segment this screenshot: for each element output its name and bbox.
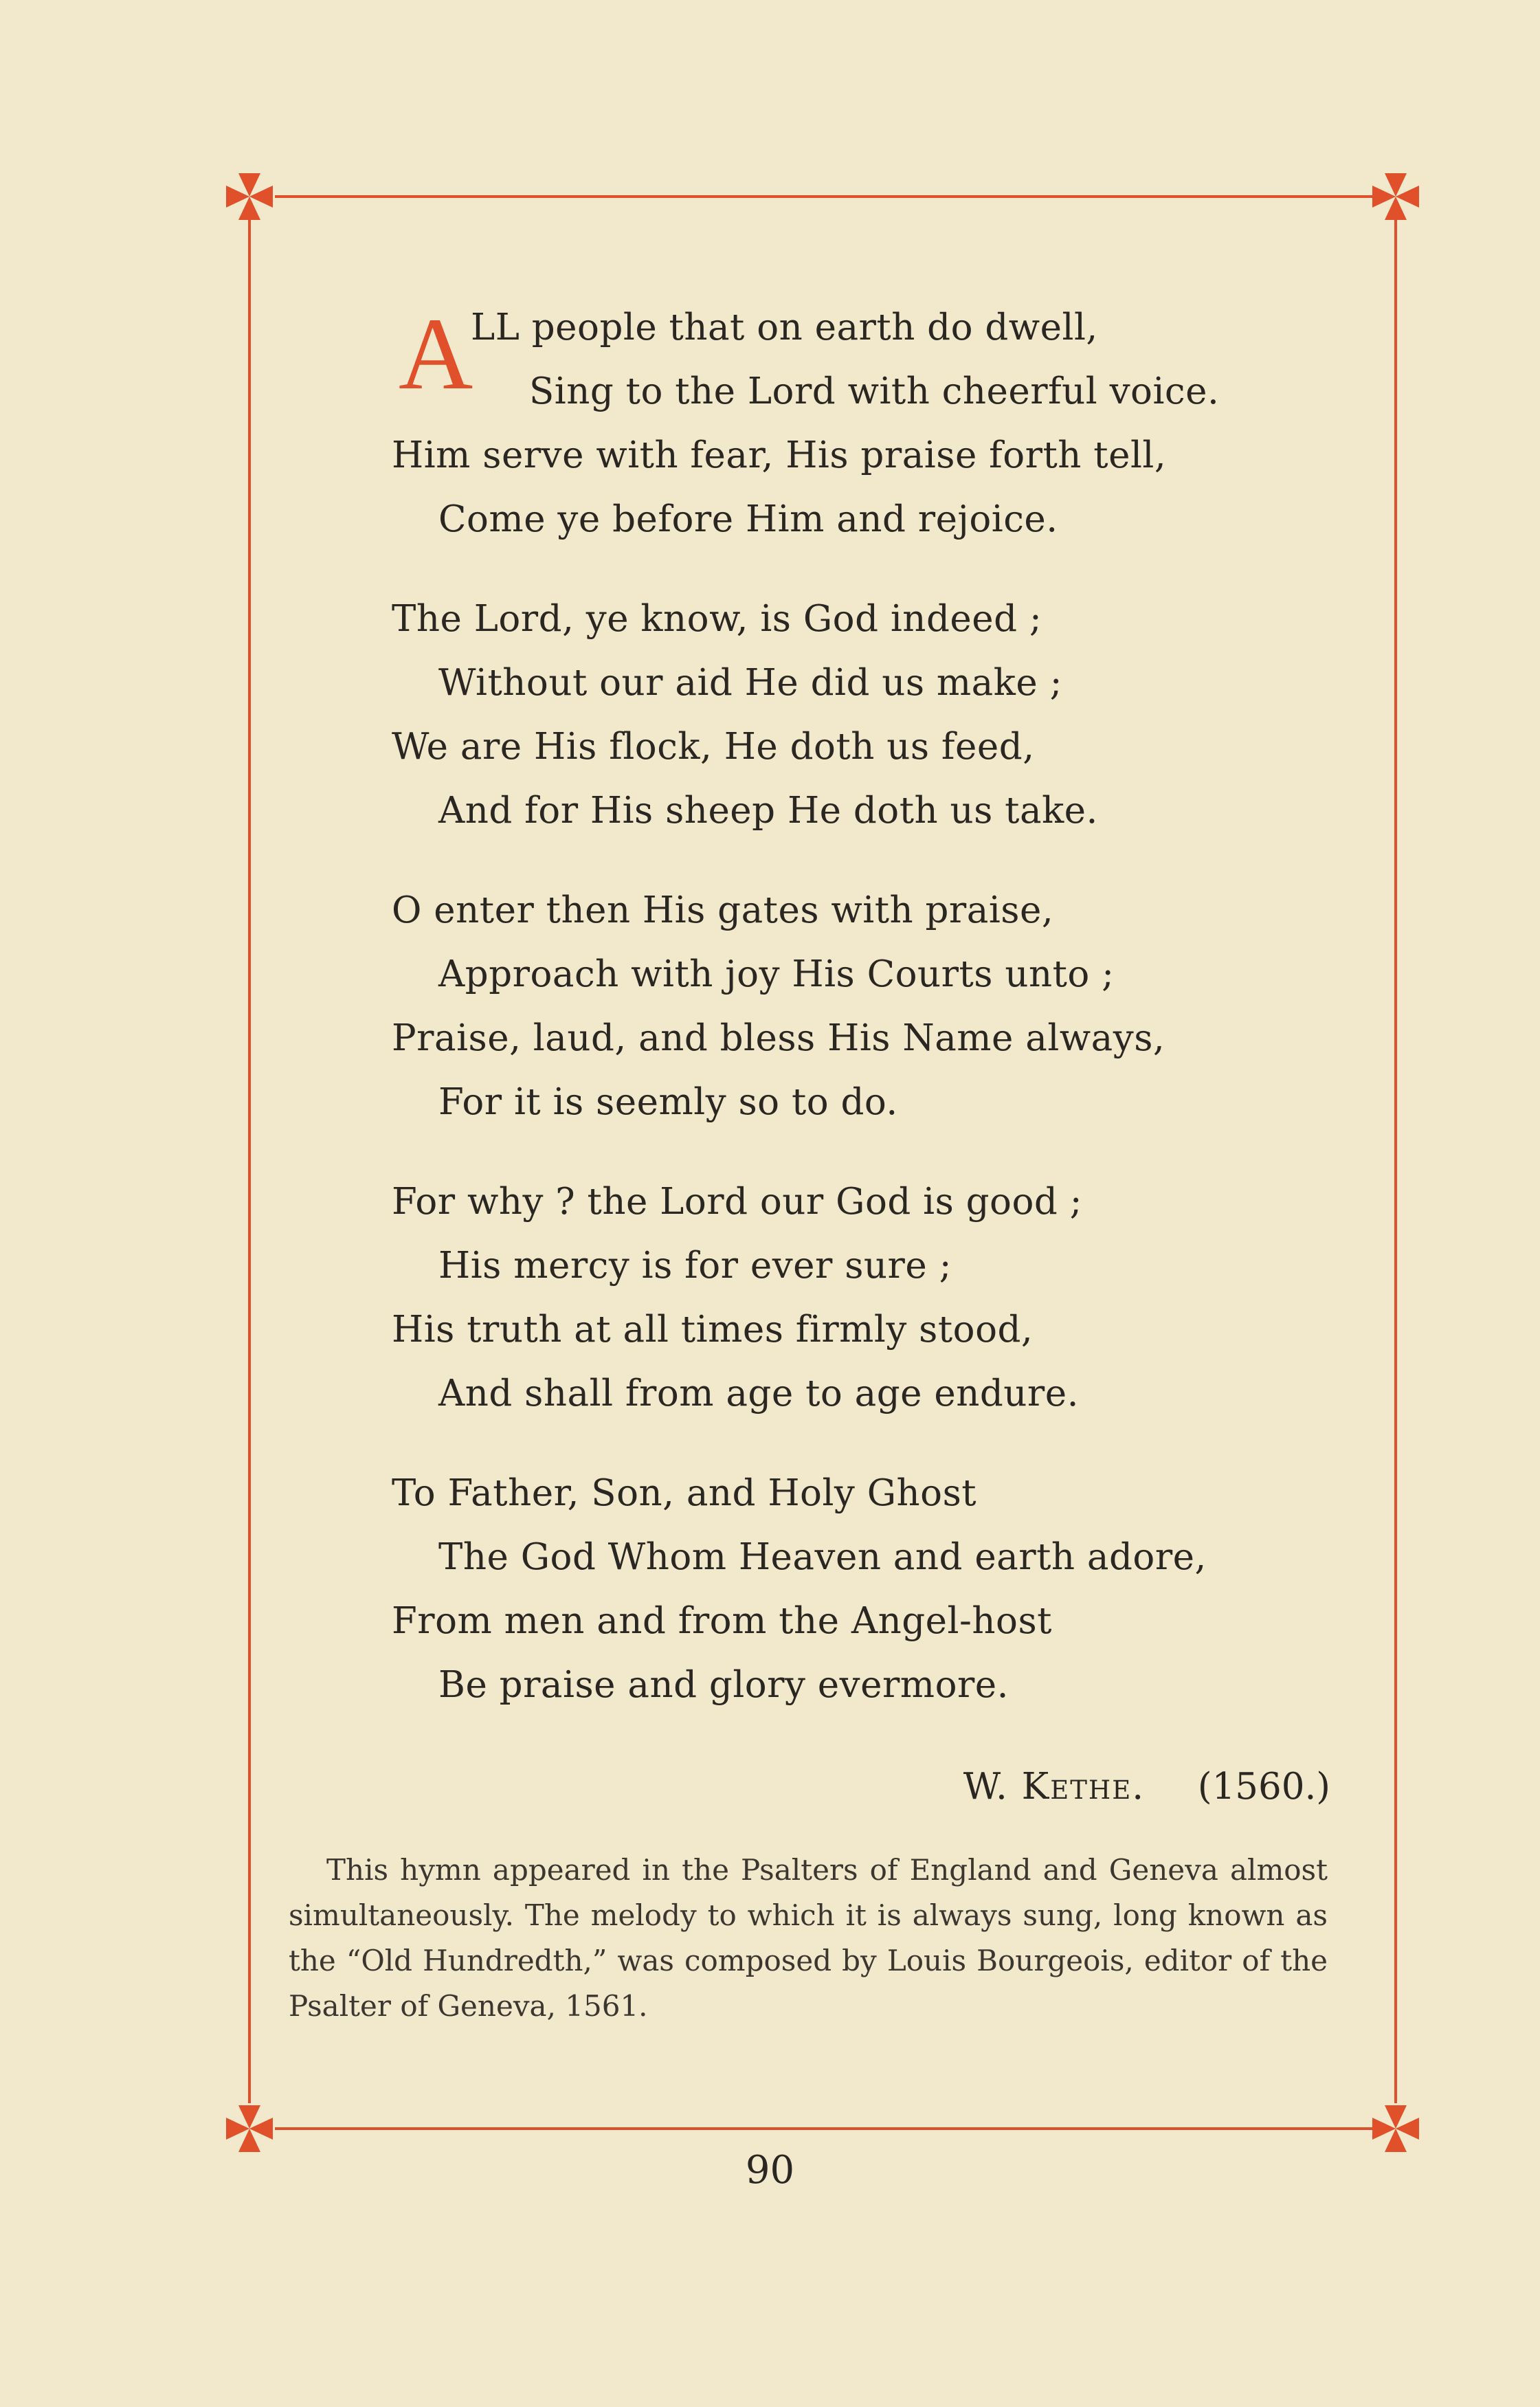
hymn-text [392, 296, 1388, 1753]
author-name: W. Kethe. [963, 1766, 1146, 1808]
drop-cap: A [399, 297, 473, 411]
stanza-1 [392, 296, 1388, 551]
page-number: 90 [745, 2148, 795, 2193]
left-border-rule [248, 220, 251, 2103]
attribution [963, 1756, 1330, 1818]
poem-line: His truth at all times firmly stood, [392, 1309, 1034, 1351]
hymn-note [289, 1848, 1328, 2029]
poem-line: O enter then His gates with praise, [392, 889, 1054, 931]
poem-line: And for His sheep He doth us take. [438, 790, 1098, 832]
poem-line: Praise, laud, and bless His Name always, [392, 1017, 1165, 1059]
poem-line: Be praise and glory evermore. [438, 1664, 1009, 1706]
top-border-rule [275, 195, 1374, 198]
poem-line: His mercy is for ever sure ; [438, 1245, 952, 1287]
poem-line: Without our aid He did us make ; [438, 662, 1062, 704]
poem-line: And shall from age to age endure. [438, 1373, 1079, 1415]
author-year: (1560.) [1197, 1766, 1330, 1808]
first-line-text: LL people that on earth do dwell, [471, 307, 1098, 348]
poem-line: For it is seemly so to do. [438, 1081, 898, 1123]
poem-line: Him serve with fear, His praise forth tell, [392, 434, 1167, 476]
note-text: This hymn appeared in the Psalters of England and Geneva almost simultaneously. The melody to which it is always sung, long known as the “Old Hundredth,” was composed by Louis Bourgeois, editor of the Psalter of Geneva, 1561. [289, 1853, 1328, 2023]
bottom-border-rule [275, 2127, 1374, 2130]
stanza-5 [392, 1461, 1388, 1717]
poem-line: Approach with joy His Courts unto ; [438, 953, 1115, 995]
right-border-rule [1394, 220, 1397, 2103]
poem-line: Sing to the Lord with cheerful voice. [529, 370, 1220, 412]
stanza-3 [392, 878, 1388, 1134]
poem-line: The God Whom Heaven and earth adore, [438, 1536, 1207, 1578]
cross-ornament-top-left-icon [222, 169, 277, 224]
cross-ornament-top-right-icon [1368, 169, 1423, 224]
poem-line: From men and from the Angel-host [392, 1600, 1052, 1642]
poem-line: Come ye before Him and rejoice. [438, 498, 1058, 540]
stanza-4 [392, 1170, 1388, 1426]
poem-line: For why ? the Lord our God is good ; [392, 1181, 1082, 1223]
stanza-2 [392, 587, 1388, 843]
poem-line: We are His flock, He doth us feed, [392, 726, 1035, 768]
poem-line: To Father, Son, and Holy Ghost [392, 1472, 977, 1514]
poem-line: The Lord, ye know, is God indeed ; [392, 598, 1042, 640]
